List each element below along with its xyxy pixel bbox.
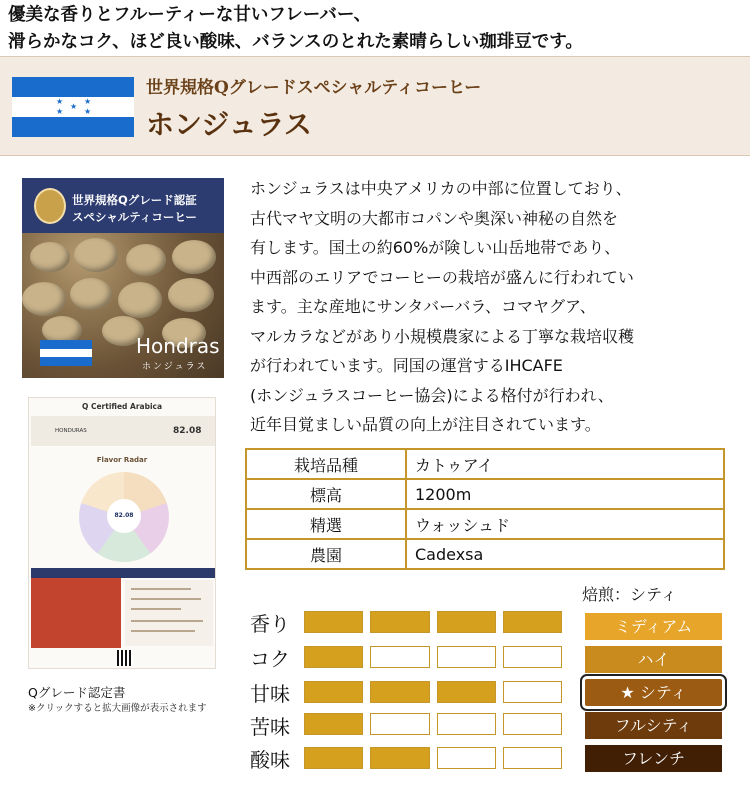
photo-country-kana: ホンジュラス [142, 362, 208, 372]
qr-code-icon [117, 650, 133, 666]
profile-bar-segment [304, 747, 363, 769]
photo-flag-icon [40, 340, 92, 366]
profile-bar-segment [437, 681, 496, 703]
spec-value: Cadexsa [406, 539, 724, 569]
description [250, 174, 720, 440]
table-row [246, 509, 724, 539]
flavor-radar-title: Flavor Radar [96, 456, 148, 464]
description-line: 有します。国土の約60%が険しい山岳地帯であり、 [250, 238, 621, 257]
certificate-country: HONDURAS [55, 428, 87, 434]
q-grade-badge-icon [34, 188, 66, 224]
certificate-label: Qグレード認定書 [28, 685, 126, 700]
profile-bar-segment [304, 681, 363, 703]
description-line: ます。主な産地にサンタバーバラ、コマヤグア、 [250, 297, 596, 316]
table-row [246, 449, 724, 479]
profile-bar-segment [503, 611, 562, 633]
description-line: ホンジュラスは中央アメリカの中部に位置しており、 [250, 179, 632, 198]
profile-bar-segment [304, 646, 363, 668]
profile-bar-acidity [304, 747, 562, 769]
description-line: 古代マヤ文明の大都市コパンや奥深い神秘の自然を [250, 208, 619, 228]
profile-bar-segment [370, 611, 429, 633]
profile-label-sweetness: 甘味 [250, 682, 290, 706]
profile-bar-segment [503, 747, 562, 769]
spec-key: 標高 [246, 479, 406, 509]
spec-table [245, 448, 725, 570]
spec-key: 精選 [246, 509, 406, 539]
certificate-categories-panel [31, 578, 121, 648]
certificate-info-bar [31, 568, 215, 578]
profile-bar-segment [437, 646, 496, 668]
profile-bar-segment [370, 713, 429, 735]
profile-bar-segment [437, 611, 496, 633]
photo-caption-2: スペシャルティコーヒー [72, 210, 197, 224]
profile-label-acidity: 酸味 [250, 748, 290, 772]
certificate-score: 82.08 [173, 426, 202, 436]
certificate-summary-row [31, 416, 215, 446]
table-row [246, 479, 724, 509]
intro-line-1: 優美な香りとフルーティーな甘いフレーバー、 [8, 5, 372, 25]
profile-bar-bitterness [304, 713, 562, 735]
profile-label-aroma: 香り [250, 612, 290, 636]
certificate-title: Q Certified Arabica [81, 402, 163, 411]
profile-bar-segment [437, 747, 496, 769]
profile-bar-aroma [304, 611, 562, 633]
profile-bar-segment [370, 747, 429, 769]
flavor-radar-score: 82.08 [107, 499, 141, 533]
photo-country-name: Hondras [136, 334, 220, 358]
profile-bar-segment [370, 646, 429, 668]
table-row [246, 539, 724, 569]
spec-value: ウォッシュド [406, 509, 724, 539]
honduras-flag-icon: ★ ★ ★ ★ ★ [12, 77, 134, 137]
profile-bar-segment [503, 681, 562, 703]
profile-bar-sweetness [304, 681, 562, 703]
photo-caption-1: 世界規格Qグレード認証 [72, 193, 197, 207]
roast-level-medium: ミディアム [585, 613, 722, 640]
spec-value: カトゥアイ [406, 449, 724, 479]
roast-level-high: ハイ [585, 646, 722, 673]
roast-level-city: ★ シティ [585, 679, 722, 706]
profile-bar-body [304, 646, 562, 668]
description-line: が行われています。同国の運営するIHCAFE [250, 356, 563, 375]
roast-level-french: フレンチ [585, 745, 722, 772]
intro-text [8, 2, 583, 56]
product-photo [22, 178, 224, 378]
intro-line-2: 滑らかなコク、ほど良い酸味、バランスのとれた素晴らしい珈琲豆です。 [8, 32, 583, 52]
profile-bar-segment [503, 713, 562, 735]
profile-bar-segment [370, 681, 429, 703]
roast-level-full-city: フルシティ [585, 712, 722, 739]
spec-key: 栽培品種 [246, 449, 406, 479]
profile-bar-segment [304, 713, 363, 735]
description-line: (ホンジュラスコーヒー協会)による格付が行われ、 [250, 385, 614, 405]
description-line: 近年目覚ましい品質の向上が注目されています。 [250, 415, 601, 434]
certificate-note: ※クリックすると拡大画像が表示されます [28, 703, 207, 714]
profile-bar-segment [437, 713, 496, 735]
spec-value: 1200m [406, 479, 724, 509]
certificate-partner-panel [125, 580, 213, 646]
description-line: 中西部のエリアでコーヒーの栽培が盛んに行われてい [250, 267, 634, 287]
spec-key: 農園 [246, 539, 406, 569]
profile-label-bitterness: 苦味 [250, 715, 290, 739]
banner-subtitle: 世界規格Qグレードスペシャルティコーヒー [146, 78, 482, 98]
page-title: ホンジュラス [146, 108, 312, 141]
title-banner [0, 56, 750, 156]
profile-bar-segment [503, 646, 562, 668]
description-line: マルカラなどがあり小規模農家による丁寧な栽培収穫 [250, 326, 635, 346]
q-grade-certificate[interactable] [28, 397, 216, 669]
roast-title: 焙煎：シティ [582, 585, 677, 604]
profile-label-body: コク [250, 647, 290, 671]
profile-bar-segment [304, 611, 363, 633]
